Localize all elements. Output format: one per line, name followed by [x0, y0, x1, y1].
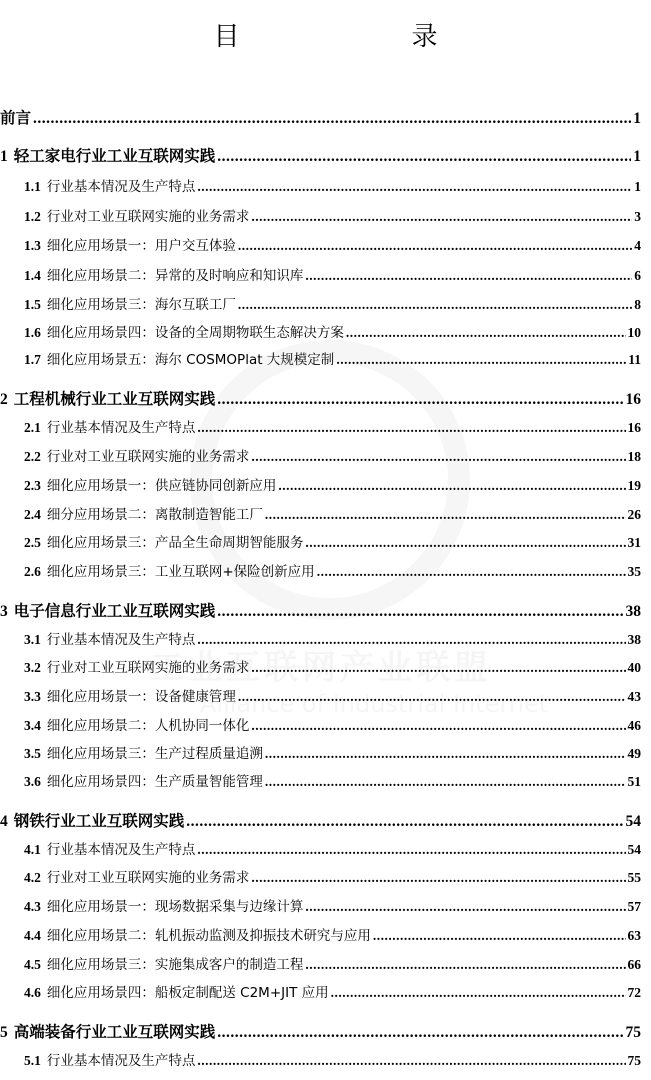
toc-chapter-entry[interactable] [0, 387, 651, 409]
toc-entry-label [0, 321, 344, 341]
toc-entry-title: 细化应用场景二：轧机振动监测及抑振技术研究与应用 [46, 928, 371, 944]
toc-entry-title: 细化应用场景四：生产质量智能管理 [46, 774, 263, 790]
toc-section-entry[interactable] [0, 348, 651, 368]
toc-page-number: 54 [627, 842, 641, 857]
toc-entry-number: 4.5 [24, 957, 41, 972]
toc-page-number: 54 [625, 813, 641, 830]
toc-section-entry[interactable] [0, 293, 651, 313]
toc-entry-title: 细化应用场景二：异常的及时响应和知识库 [46, 268, 304, 284]
toc-page-number: 8 [634, 297, 641, 312]
toc-section-entry[interactable] [0, 628, 651, 648]
toc-page-number: 46 [627, 718, 641, 733]
toc-entry-number: 2.2 [24, 449, 41, 464]
toc-section-entry[interactable] [0, 445, 651, 465]
toc-leader-dots [217, 603, 623, 621]
toc-leader-dots [197, 632, 625, 648]
toc-section-entry[interactable] [0, 656, 651, 676]
toc-entry-number: 5.1 [24, 1053, 41, 1068]
toc-leader-dots [305, 957, 625, 973]
toc-leader-dots [217, 391, 623, 409]
toc-entry-label [0, 838, 195, 858]
toc-leader-dots [197, 1053, 625, 1069]
toc-entry-title: 电子信息行业工业互联网实践 [13, 602, 216, 620]
toc-entry-number: 1 [0, 148, 8, 165]
toc-entry-label [0, 175, 195, 195]
toc-leader-dots [238, 238, 632, 254]
toc-section-entry[interactable] [0, 321, 651, 341]
toc-entry-title: 细化应用场景三：产品全生命周期智能服务 [46, 535, 304, 551]
toc-page-number: 16 [627, 420, 641, 435]
toc-entry-number: 3.5 [24, 746, 41, 761]
toc-leader-dots [331, 985, 626, 1001]
toc-entry-label [0, 981, 329, 1001]
toc-leader-dots [317, 564, 626, 580]
toc-leader-dots [217, 1024, 623, 1042]
toc-chapter-entry[interactable] [0, 144, 651, 166]
toc-leader-dots [33, 110, 631, 128]
toc-entry-label [0, 205, 249, 225]
toc-entry-title: 细分应用场景二：离散制造智能工厂 [46, 507, 263, 523]
toc-entry-label [0, 560, 315, 580]
toc-leader-dots [186, 813, 623, 831]
toc-leader-dots [373, 928, 626, 944]
toc-section-entry[interactable] [0, 1049, 651, 1069]
toc-chapter-entry[interactable] [0, 809, 651, 831]
toc-page-number: 63 [627, 928, 641, 943]
toc-section-entry[interactable] [0, 953, 651, 973]
toc-entry-label [0, 809, 184, 831]
toc-entry-label [0, 685, 236, 705]
toc-entry-number: 4.4 [24, 928, 41, 943]
toc-entry-label [0, 416, 195, 436]
toc-entry-title: 行业对工业互联网实施的业务需求 [46, 209, 250, 225]
toc-entry-number: 2.3 [24, 478, 41, 493]
toc-entry-number: 3.3 [24, 689, 41, 704]
toc-entry-title: 钢铁行业工业互联网实践 [13, 812, 185, 830]
toc-section-entry[interactable] [0, 474, 651, 494]
toc-leader-dots [238, 689, 626, 705]
toc-leader-dots [346, 325, 626, 341]
toc-entry-number: 1.2 [24, 209, 41, 224]
toc-entry-title: 行业基本情况及生产特点 [46, 179, 196, 195]
toc-page-number: 38 [627, 632, 641, 647]
toc-entry-label [0, 866, 249, 886]
toc-section-entry[interactable] [0, 742, 651, 762]
toc-entry-title: 细化应用场景三：工业互联网+保险创新应用 [46, 564, 315, 580]
toc-chapter-entry[interactable] [0, 1020, 651, 1042]
toc-leader-dots [251, 209, 632, 225]
toc-section-entry[interactable] [0, 416, 651, 436]
toc-page-number: 55 [627, 870, 641, 885]
toc-page-number: 51 [627, 774, 641, 789]
toc-entry-title: 细化应用场景一：用户交互体验 [46, 238, 236, 254]
toc-page-number: 1 [633, 110, 641, 127]
toc-entry-label [0, 656, 249, 676]
toc-entry-title: 工程机械行业工业互联网实践 [13, 390, 216, 408]
toc-page-number: 19 [627, 478, 641, 493]
toc-page-number: 6 [634, 268, 641, 283]
toc-page-number: 31 [627, 535, 641, 550]
toc-entry-label [0, 1020, 215, 1042]
toc-entry-title: 细化应用场景三：海尔互联工厂 [46, 297, 236, 313]
toc-entry-number: 3.4 [24, 718, 41, 733]
page-title: 目 录 [213, 22, 478, 52]
toc-entry-label [0, 106, 31, 128]
toc-entry-label [0, 628, 195, 648]
toc-chapter-entry[interactable] [0, 599, 651, 621]
toc-page-number: 16 [625, 391, 641, 408]
toc-entry-number: 1.5 [24, 297, 41, 312]
toc-section-entry[interactable] [0, 685, 651, 705]
toc-section-entry[interactable] [0, 503, 651, 523]
toc-entry-number: 1.7 [24, 352, 41, 367]
toc-section-entry[interactable] [0, 924, 651, 944]
toc-leader-dots [238, 297, 632, 313]
toc-leader-dots [197, 842, 625, 858]
toc-leader-dots [265, 746, 626, 762]
toc-entry-number: 4.2 [24, 870, 41, 885]
toc-leader-dots [265, 774, 626, 790]
toc-leader-dots [197, 179, 632, 195]
toc-entry-title: 细化应用场景四：船板定制配送 C2M+JIT 应用 [46, 985, 329, 1001]
toc-section-entry[interactable] [0, 770, 651, 790]
toc-section-entry[interactable] [0, 264, 651, 284]
toc-entry-number: 2.1 [24, 420, 41, 435]
toc-entry-label [0, 770, 263, 790]
toc-entry-label [0, 895, 303, 915]
toc-page-number: 66 [627, 957, 641, 972]
toc-page-number: 57 [627, 899, 641, 914]
toc-entry-label [0, 742, 263, 762]
toc-section-entry[interactable] [0, 895, 651, 915]
toc-entry-label [0, 264, 303, 284]
toc-page-number: 11 [628, 352, 641, 367]
toc-leader-dots [251, 660, 625, 676]
toc-entry-label [0, 387, 215, 409]
toc-section-entry[interactable] [0, 531, 651, 551]
toc-entry-title: 细化应用场景一：现场数据采集与边缘计算 [46, 899, 304, 915]
toc-section-entry[interactable] [0, 205, 651, 225]
toc-entry-title: 细化应用场景三：生产过程质量追溯 [46, 746, 263, 762]
toc-leader-dots [305, 899, 625, 915]
toc-entry-title: 行业基本情况及生产特点 [46, 842, 196, 858]
toc-entry-title: 细化应用场景四：设备的全周期物联生态解决方案 [46, 325, 344, 341]
toc-entry-label [0, 293, 236, 313]
toc-entry-number: 5 [0, 1024, 8, 1041]
toc-leader-dots [336, 352, 626, 368]
toc-section-entry[interactable] [0, 981, 651, 1001]
toc-page-number: 72 [627, 985, 641, 1000]
toc-page-number: 38 [625, 603, 641, 620]
toc-section-entry[interactable] [0, 866, 651, 886]
toc-page-number: 4 [634, 238, 641, 253]
toc-entry-number: 1.6 [24, 325, 41, 340]
toc-entry-title: 细化应用场景五：海尔 COSMOPlat 大规模定制 [46, 352, 335, 368]
toc-section-entry[interactable] [0, 234, 651, 254]
toc-entry-number: 3 [0, 603, 8, 620]
toc-page-number: 40 [627, 660, 641, 675]
toc-entry-title: 细化应用场景一：设备健康管理 [46, 689, 236, 705]
toc-entry-number: 1.1 [24, 179, 41, 194]
toc-entry-number: 4.1 [24, 842, 41, 857]
toc-entry-number: 2.5 [24, 535, 41, 550]
toc-page-number: 26 [627, 507, 641, 522]
toc-page-number: 75 [625, 1024, 641, 1041]
toc-page-number: 1 [634, 179, 641, 194]
toc-entry-label [0, 348, 334, 368]
toc-leader-dots [197, 420, 625, 436]
toc-leader-dots [251, 870, 625, 886]
toc-entry-title: 行业对工业互联网实施的业务需求 [46, 449, 250, 465]
toc-entry-title: 行业基本情况及生产特点 [46, 420, 196, 436]
toc-chapter-entry[interactable] [0, 106, 651, 128]
toc-entry-title: 细化应用场景三：实施集成客户的制造工程 [46, 957, 304, 973]
toc-section-entry[interactable] [0, 175, 651, 195]
toc-entry-label [0, 1049, 195, 1069]
toc-entry-number: 1.3 [24, 238, 41, 253]
toc-entry-label [0, 234, 236, 254]
toc-entry-label [0, 144, 215, 166]
toc-entry-title: 细化应用场景一：供应链协同创新应用 [46, 478, 277, 494]
toc-leader-dots [305, 535, 625, 551]
toc-leader-dots [217, 148, 631, 166]
toc-entry-title: 前言 [0, 109, 32, 127]
toc-page-number: 49 [627, 746, 641, 761]
toc-leader-dots [251, 449, 625, 465]
toc-entry-label [0, 599, 215, 621]
toc-entry-number: 1.4 [24, 268, 41, 283]
toc-entry-label [0, 714, 249, 734]
toc-leader-dots [278, 478, 625, 494]
toc-page-number: 3 [634, 209, 641, 224]
toc-page-number: 1 [633, 148, 641, 165]
toc-section-entry[interactable] [0, 838, 651, 858]
toc-section-entry[interactable] [0, 714, 651, 734]
toc-entry-number: 3.6 [24, 774, 41, 789]
toc-page-number: 75 [627, 1053, 641, 1068]
toc-entry-title: 行业对工业互联网实施的业务需求 [46, 660, 250, 676]
toc-page-number: 35 [627, 564, 641, 579]
toc-entry-number: 3.1 [24, 632, 41, 647]
toc-page-number: 18 [627, 449, 641, 464]
toc-entry-title: 行业基本情况及生产特点 [46, 1053, 196, 1069]
toc-entry-title: 行业对工业互联网实施的业务需求 [46, 870, 250, 886]
toc-entry-title: 细化应用场景二：人机协同一体化 [46, 718, 250, 734]
toc-section-entry[interactable] [0, 560, 651, 580]
toc-leader-dots [305, 268, 632, 284]
toc-entry-number: 4.6 [24, 985, 41, 1000]
toc-entry-label [0, 474, 276, 494]
toc-entry-number: 4 [0, 813, 8, 830]
toc-page-number: 10 [627, 325, 641, 340]
toc-entry-title: 轻工家电行业工业互联网实践 [13, 147, 216, 165]
toc-entry-title: 行业基本情况及生产特点 [46, 632, 196, 648]
toc-entry-label [0, 924, 371, 944]
toc-entry-label [0, 953, 303, 973]
toc-entry-number: 4.3 [24, 899, 41, 914]
toc-entry-label [0, 445, 249, 465]
toc-entry-number: 2 [0, 391, 8, 408]
toc-page-number: 43 [627, 689, 641, 704]
toc-entry-number: 2.6 [24, 564, 41, 579]
toc-leader-dots [251, 718, 625, 734]
toc-entry-number: 3.2 [24, 660, 41, 675]
toc-leader-dots [265, 507, 626, 523]
toc-entry-label [0, 531, 303, 551]
toc-entry-number: 2.4 [24, 507, 41, 522]
toc-entry-label [0, 503, 263, 523]
toc-entry-title: 高端装备行业工业互联网实践 [13, 1023, 216, 1041]
